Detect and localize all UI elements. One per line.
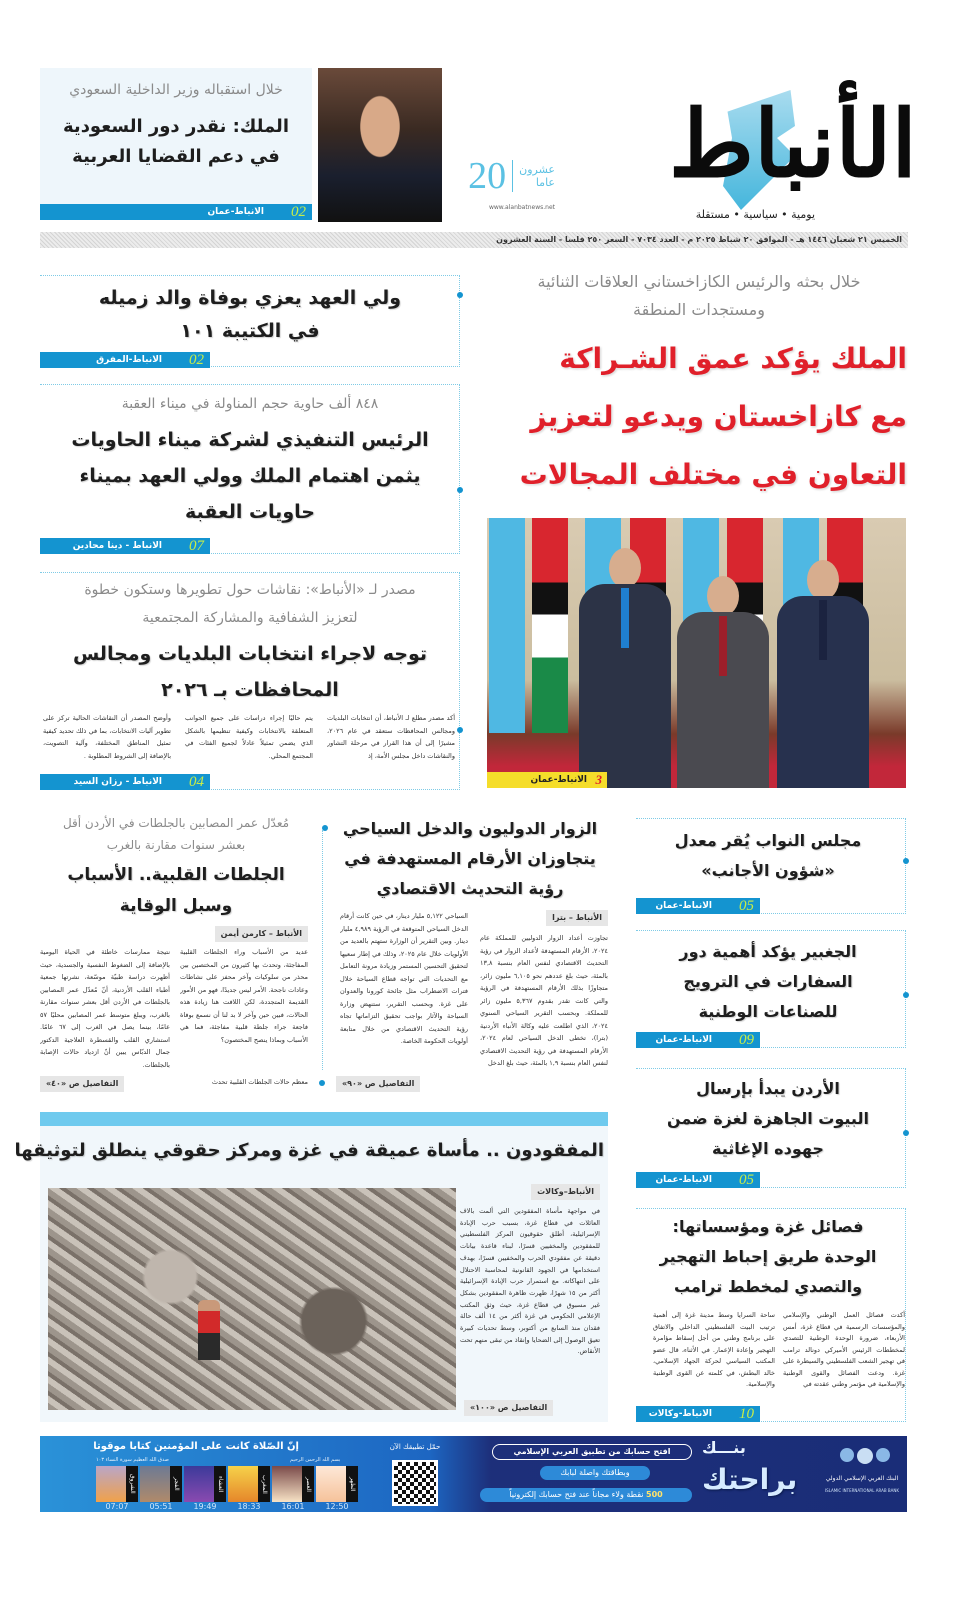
website-url[interactable]: www.alanbatnews.net — [488, 204, 555, 211]
prayer-sub-right: بسم الله الرحمن الرحيم — [290, 1457, 341, 1463]
health-kicker: مُعدّل عمر المصابين بالجلطات في الأردن أقل بعشر سنوات مقارنة بالغرب — [62, 816, 290, 852]
anniversary-divider — [512, 160, 513, 192]
bullet-dot-icon — [903, 1130, 909, 1136]
app-download-cta[interactable]: حمّل تطبيقك الآن — [389, 1443, 441, 1451]
newspaper-tagline: يومية • سياسية • مستقلة — [695, 208, 815, 221]
kazakhstan-flag — [489, 518, 525, 733]
logo-wordmark: الأنباط — [668, 90, 917, 198]
prayer-tile-dhuhr: الظهر — [316, 1466, 358, 1502]
bank-name-en: ISLAMIC INTERNATIONAL ARAB BANK — [824, 1488, 899, 1493]
bank-slogan-bottom: براحتك — [702, 1463, 798, 1496]
promo-byline-bar: 02 الانباط-عمان — [40, 204, 312, 220]
bullet-dot-icon — [457, 727, 463, 733]
story-byline-bar: 05 الانباط-عمان — [636, 1172, 760, 1188]
health-byline: الأنباط – كارمن أيمن — [215, 926, 308, 942]
gaza-rubble-photo — [48, 1188, 456, 1410]
page-number: 3 — [595, 772, 602, 787]
person-king — [677, 576, 769, 788]
page-number: 02 — [189, 352, 204, 368]
bank-name-ar: البنك العربي الإسلامي الدولي — [825, 1475, 899, 1482]
person-crown-prince — [777, 560, 869, 788]
page-number: 10 — [739, 1406, 754, 1422]
story-headline: الأردن يبدأ بإرسال البيوت الجاهزة لغزة ضمن جهوده الإغاثية — [667, 1079, 869, 1158]
lead-kicker: خلال بحثه والرئيس الكازاخستاني العلاقات الثنائية ومستجدات المنطقة — [537, 272, 861, 319]
bullet-dot-icon — [319, 1080, 325, 1086]
anniversary-words: عشرون عاما — [519, 163, 555, 189]
person-in-rubble — [198, 1300, 220, 1360]
body-column: السياحي ٥,١٢٢ مليار دينار، في حين كانت أرقام الدخل السياحي المتوقعة في الرؤية ٤,٩٨٩ مليار دينار. وبين التقرير أن الوزارة ستهتم بالعديد من الأولويات خلال عام ٢٠٢٥، وذلك في إطار سعيها لتحقيق التحسين المستمر وزيادة مرونة التعامل مع التحديات التي تواجه قطاع السياحة خلال فترات الاضطراب مثل جائحة كورونا والعدوان على غزة. وبحسب التقرير، ستنهض وزارة السياحة والآثار بواجب تحقيق التزاماتها تجاه رؤية التحديث الاقتصادي من خلال متابعة أولويات الحكومة الخاصة. — [340, 912, 468, 1045]
prayer-time: 05:51 — [149, 1502, 173, 1511]
gaza-byline: الأنباط–وكالات — [531, 1184, 600, 1200]
bank-open-account-cta[interactable]: افتح حسابك من تطبيق العربي الإسلامي — [492, 1444, 692, 1460]
column-divider — [322, 830, 323, 1070]
anniversary-number: 20 — [468, 155, 507, 197]
lead-photo-caption: 3 الانباط-عمان — [487, 772, 607, 788]
details-link[interactable]: التفاصيل ص «٤٠» — [40, 1076, 124, 1092]
story-kicker: مصدر لـ «الأنباط»: نقاشات حول تطويرها وستكون خطوة لتعزيز الشفافية والمشاركة المجتمعية — [84, 582, 416, 626]
body-column: ساحة السرايا وسط مدينة غزة إلى أهمية ترتيب البيت الفلسطيني الداخلي والاتفاق على برنامج وطني من أجل إسقاط مؤامرة التهجير وإعادة الإعمار. في الأثناء، قال عضو المكتب السياسي لحركة الجهاد الإسلامي، خالد البطش، في كلمته عن القوى الوطنية والإسلامية. — [653, 1311, 775, 1388]
body-column: أكدت فصائل العمل الوطني والإسلامي والمؤسسات الرسمية في قطاع غزة، أمس الأربعاء، ضرورة الوحدة الوطنية للتصدي لمخططات الرئيس الأميركي دونالد ترامب في تهجير الشعب الفلسطيني والسيطرة على غزة. ودعت الفصائل والقوى الوطنية والإسلامية في مؤتمر وطني عقدته في — [783, 1311, 905, 1388]
bullet-dot-icon — [903, 858, 909, 864]
story-headline: ولي العهد يعزي بوفاة والد زميله في الكتيبة ١٠١ — [98, 287, 402, 342]
bank-card-delivery: وبطاقتك واصلة لبابك — [540, 1466, 650, 1480]
promo-story-saudi[interactable] — [40, 68, 312, 220]
gaza-body: في مواجهة مأساة المفقودين التي ألمت بالاف العائلات في قطاع غزة، بسبب حرب الإبادة الإسرائيلية، أطلق حقوقيون المركز الفلسطيني للمفقودين والمخفيين قسرًا، لبناء قاعدة بيانات دقيقة عن مفقودي الحرب والمخفيين قسرًا، بهدف استخدامها في الجهود القانونية لمحاسبة الاحتلال على انتهاكاته. مع استمرار حرب الإبادة الإسرائيلية أكثر من ١٥ شهرًا، ظهرت ظاهرة المفقودين بشكل غير مسبوق في قطاع غزة، حيث وثق المكتب الإعلامي الحكومي في غزة أكثر من ١٤ ألف حالة فقدان منذ السابع من أكتوبر، وسط تحديات كبيرة تعيق الوصول إلى الضحايا وإنقاذ من تبقى منهم تحت الأنقاض. — [460, 1207, 600, 1356]
story-byline-bar: 07 الانباط - دينا محادين — [40, 538, 210, 554]
prayer-heading: إنّ الصّلاة كانت على المؤمنين كتابا موقوتا — [93, 1441, 299, 1452]
story-headline: فصائل غزة ومؤسساتها: الوحدة طريق إحباط التهجير والتصدي لمخطط ترامب — [659, 1217, 877, 1296]
prayer-tile-asr: العصر — [272, 1466, 314, 1502]
promo-headline: الملك: نقدر دور السعودية في دعم القضايا العربية — [63, 116, 289, 167]
newspaper-logo[interactable] — [587, 84, 917, 204]
prayer-time: 07:07 — [105, 1502, 129, 1511]
page-number: 07 — [189, 538, 204, 554]
body-column: أكد مصدر مطلع لـ الأنباط، أن انتخابات البلديات ومجالس المحافظات ستعقد في عام ٢٠٢٦، مشيرًا إلى أن هذا القرار في مرحلة التشاور والنقاشات داخل مجلس الأمة، إذ — [327, 714, 455, 760]
prayer-time: 18:33 — [237, 1502, 261, 1511]
body-column: نتيجة ممارسات خاطئة في الحياة اليومية بالإضافة إلى الضغوط النفسية والجسدية، حيث أظهرت دراسة طبيّة موسّعة، نشرتها جمعية أطباء القلب الأردنية، أنّ مُعدّل عمر المصابين بالجلطات في الأردن أقل بعشر سنوات مقارنة بالغرب، ويبلغ متوسط عمر المصابين محليًا ٥٧ عامًا، بينما يصل في الغرب إلى ٦٧ عامًا. استشاري القلب والقسطرة العلاجية الدكتور جمال الدبّاس يبين أنّ ازدياد حالات الإصابة بالجلطات. — [40, 948, 170, 1069]
prayer-tile-maghrib: المغرب — [228, 1466, 270, 1502]
king-portrait-photo — [318, 68, 442, 222]
prayer-time: 12:50 — [325, 1502, 349, 1511]
qr-code-icon[interactable] — [392, 1460, 438, 1506]
date-issue-strip: الخميس ٢١ شعبان ١٤٤٦ هـ - الموافق ٢٠ شباط ٢٠٢٥ م - العدد ٧٠٣٤ - السعر ٢٥٠ فلسا - السنة العشرون — [40, 232, 908, 248]
lead-headline[interactable]: الملك يؤكد عمق الشـراكة مع كازاخستان ويدعو لتعزيز التعاون في مختلف المجالات — [519, 342, 907, 491]
details-link[interactable]: التفاصيل ص «٩٠» — [336, 1076, 420, 1092]
prayer-tile-isha: العشاء — [184, 1466, 226, 1502]
body-column: وأوضح المصدر أن النقاشات الحالية تركز على تطوير آليات الانتخابات، بما في ذلك تحديد كيفية تمثيل المناطق المختلفة، وآلية التصويت، بالإضافة إلى الشروط المطلوبة . — [43, 714, 171, 760]
prayer-time: 16:01 — [281, 1502, 305, 1511]
person-president — [579, 548, 671, 788]
lead-photo-leaders — [487, 518, 906, 788]
story-headline: توجه لاجراء انتخابات البلديات ومجالس المحافظات بـ ٢٠٢٦ — [72, 643, 428, 701]
page-number: 04 — [189, 774, 204, 790]
story-byline-bar: 09 الانباط-عمان — [636, 1032, 760, 1048]
prayer-tile-fajr: الفجر — [140, 1466, 182, 1502]
details-link[interactable]: التفاصيل ص «١٠٠» — [464, 1400, 553, 1416]
story-byline-bar: 04 الانباط - رزان السيد — [40, 774, 210, 790]
story-headline: مجلس النواب يُقر معدل «شؤون الأجانب» — [674, 831, 862, 880]
page-number: 09 — [739, 1032, 754, 1048]
story-kicker: ٨٤٨ ألف حاوية حجم المناولة في ميناء العقبة — [121, 396, 379, 412]
body-column: تجاوزت أعداد الزوار الدوليين للمملكة عام ٢٠٢٤، الأرقام المستهدفة لأعداد الزوار في رؤية التحديث الاقتصادي لنفس العام بنسبة ١٣,٨ بالمئة، حيث بلغ عددهم نحو ٦,١٠٥ مليون زائر، متجاوزًا بذلك الأرقام المستهدفة في الرؤية والتي كانت تقدر بقدوم ٥,٣٦٧ مليون زائر للمملكة. وبحسب التقرير السياحي السنوي ٢٠٢٤، الذي اطلعت عليه وكالة الأنباء الأردنية (بترا)، تخطى الدخل السياحي لعام ٢٠٢٤، الأرقام المستهدفة في رؤية التحديث الاقتصادي لنفس العام بنسبة ١,٩ بالمئة، حيث بلغ الدخل — [480, 934, 608, 1067]
page-number: 05 — [739, 898, 754, 914]
page-number: 02 — [291, 204, 306, 220]
story-byline-bar: 10 الانباط-وكالات — [636, 1406, 760, 1422]
body-column: يتم حاليًا إجراء دراسات على جميع الجوانب المتعلقة بالانتخابات وكيفية تنظيمها بالشكل الذي يضمن تمثيلاً عادلاً لجميع الفئات في المجتمع المحلي. — [185, 714, 313, 760]
jordan-flag — [532, 518, 568, 733]
ad-banner[interactable] — [40, 1436, 907, 1512]
gaza-headline: المفقودون .. مأساة عميقة في غزة ومركز حقوقي ينطلق لتوثيقها — [14, 1140, 604, 1161]
story-byline-bar: 05 الانباط-عمان — [636, 898, 760, 914]
bullet-dot-icon — [903, 992, 909, 998]
promo-kicker: خلال استقباله وزير الداخلية السعودي — [69, 82, 283, 98]
bank-slogan-top: بنـــك — [702, 1438, 746, 1457]
page-number: 05 — [739, 1172, 754, 1188]
story-byline-bar: 02 الانباط-المفرق — [40, 352, 210, 368]
section-top-bar — [40, 1112, 608, 1126]
bank-offer: 500 نقطة ولاء مجاناً عند فتح حسابك إلكترونياً — [480, 1488, 692, 1502]
body-tail: معظم حالات الجلطات القلبية تحدث — [211, 1078, 308, 1086]
prayer-sub-left: صدق الله العظيم سورة النساء ١٠٣ — [96, 1457, 169, 1463]
prayer-tile-shorouq: الشروق — [96, 1466, 138, 1502]
health-headline[interactable]: الجلطات القلبية.. الأسباب وسبل الوقاية — [67, 865, 285, 916]
anniversary-badge — [468, 156, 555, 196]
tourism-headline[interactable]: الزوار الدوليون والدخل السياحي يتجاوزان الأرقام المستهدفة في رؤية التحديث الاقتصادي — [342, 819, 598, 898]
prayer-time: 19:49 — [193, 1502, 217, 1511]
bank-logo-icon — [840, 1448, 890, 1464]
tourism-byline: الأنباط – بترا — [546, 910, 608, 926]
story-headline: الجغبير يؤكد أهمية دور السفارات في الترويج للصناعات الوطنية — [679, 942, 857, 1021]
story-headline: الرئيس التنفيذي لشركة ميناء الحاويات يثمن اهتمام الملك وولي العهد بميناء حاويات العقبة — [71, 429, 429, 523]
body-column: عديد من الأسباب وراء الجلطات القلبية المفاجئة، وتحدث بها كثيرون من المختصين بين محذر من سلوكيات وآخر محفز على نشاطات وعادات ناجحة. الأمر ليس جديدًا، فهو من الأمور القديمة المتجددة، لكن اللافت هنا زيادة هذه الحالات، فبين حين وآخر لا بد لنا أن نسمع بوفاة فاجعة جراء جلطة قلبية مفاجئة، فما هي الأسباب وبماذا ينصح المختصون؟ — [180, 948, 308, 1044]
